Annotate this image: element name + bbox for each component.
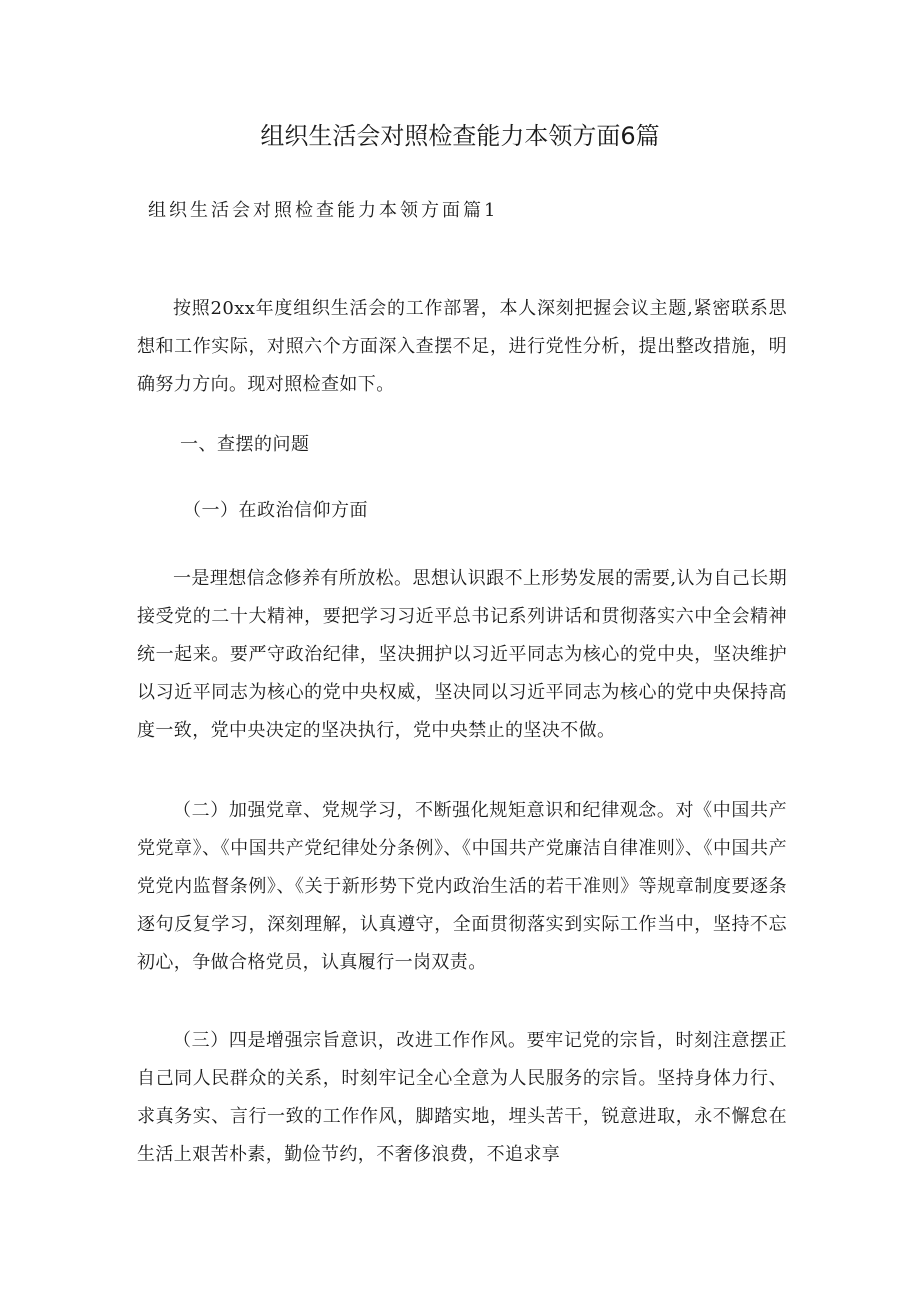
body-paragraph-1: 一是理想信念修养有所放松。思想认识跟不上形势发展的需要,认为自己长期接受党的二十大精神，要把学习习近平总书记系列讲话和贯彻落实六中全会精神统一起来。要严守政治纪律，坚决拥护以习近平同志为核心的党中央，坚决维护以习近平同志为核心的党中央权威，坚决同以习近平同志为核心的党中央保持高度一致，党中央决定的坚决执行，党中央禁止的坚决不做。 (137, 568, 787, 741)
section-heading-problems: 一、查摆的问题 (180, 434, 310, 455)
body-paragraph-3: （三）四是增强宗旨意识，改进工作作风。要牢记党的宗旨，时刻注意摆正自己同人民群众的关系，时刻牢记全心全意为人民服务的宗旨。坚持身体力行、求真务实、言行一致的工作作风，脚踏实地，埋头苦干，锐意进取，永不懈怠在生活上艰苦朴素，勤俭节约，不奢侈浪费，不追求享 (137, 1030, 787, 1165)
subsection-heading-political-belief: （一）在政治信仰方面 (183, 500, 368, 521)
intro-paragraph: 按照20xx年度组织生活会的工作部署，本人深刻把握会议主题,紧密联系思想和工作实际，对照六个方面深入查摆不足，进行党性分析，提出整改措施，明确努力方向。现对照检查如下。 (137, 298, 787, 395)
document-title: 组织生活会对照检查能力本领方面6篇 (260, 122, 660, 150)
body-paragraph-2: （二）加强党章、党规学习，不断强化规矩意识和纪律观念。对《中国共产党党章》、《中国共产党纪律处分条例》、《中国共产党廉洁自律准则》、《中国共产党党内监督条例》、《关于新形势下党内政治生活的若干准则》等规章制度要逐条逐句反复学习，深刻理解，认真遵守，全面贯彻落实到实际工作当中，坚持不忘初心，争做合格党员，认真履行一岗双责。 (137, 800, 787, 973)
document-subtitle: 组织生活会对照检查能力本领方面篇1 (148, 200, 499, 221)
